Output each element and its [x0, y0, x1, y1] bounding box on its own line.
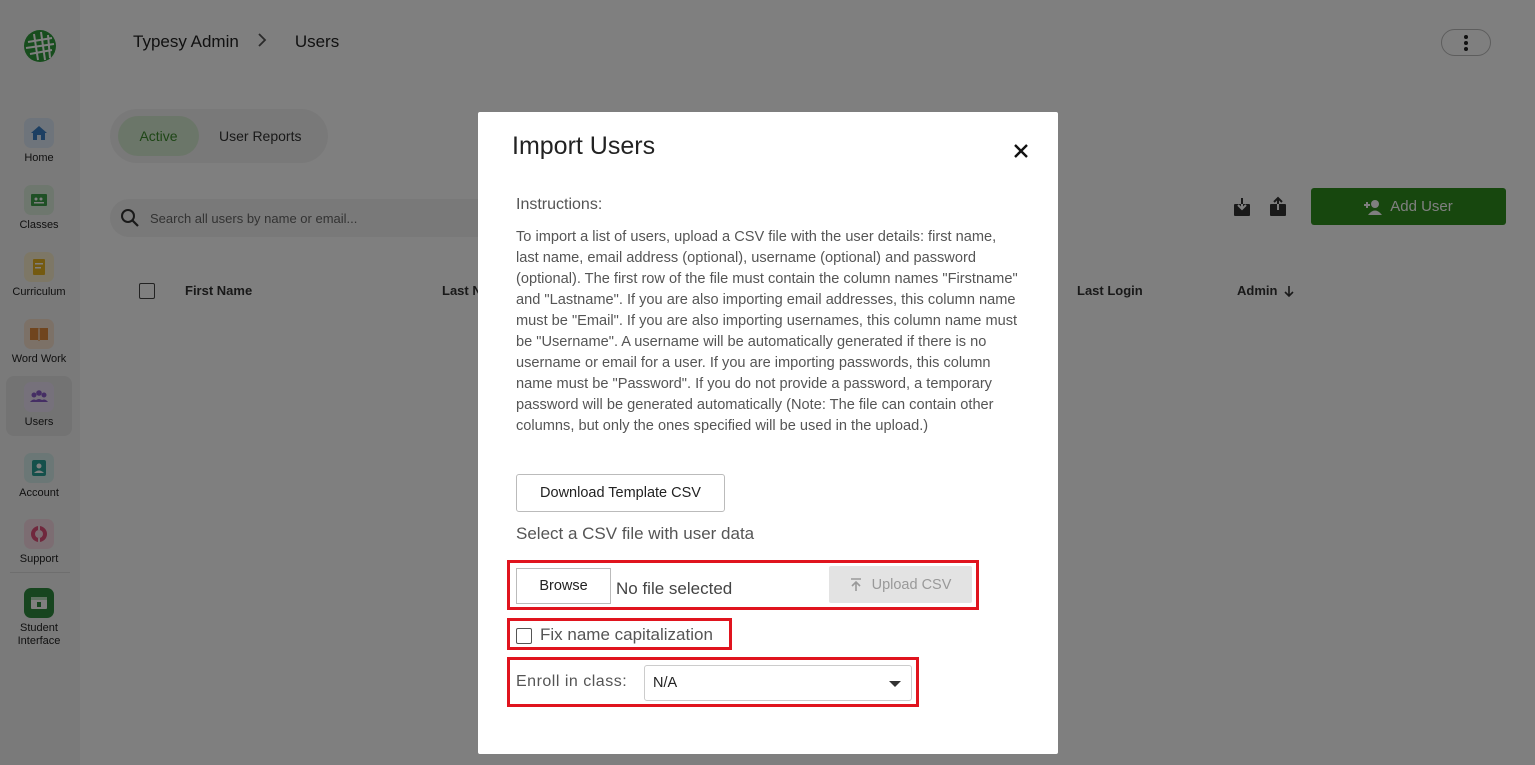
enroll-class-value: N/A [653, 675, 678, 691]
select-file-label: Select a CSV file with user data [516, 524, 755, 543]
browse-button[interactable]: Browse [516, 568, 611, 604]
instructions-text: To import a list of users, upload a CSV file with the user details: first name, last name, email address (optional), username (optional) and password (optional). The first row of the file must contain the column names "Firstname" and "Lastname". If you are also importing email addresses, this column name must be "Email". If you are also importing usernames, this column name must be "Username". A username will be automatically generated if there is no username or email for a user. If you are importing passwords, this column name must be "Password". If you do not provide a password, a temporary password will be generated automatically (Note: The file can contain other columns, but only the ones specified will be used in the upload.) [516, 229, 1018, 434]
fix-capitalization-checkbox[interactable] [516, 628, 532, 644]
import-users-modal [478, 112, 1058, 754]
close-icon[interactable] [1010, 140, 1032, 162]
instructions-heading: Instructions: [516, 196, 603, 213]
upload-csv-label: Upload CSV [871, 576, 952, 593]
upload-csv-button[interactable] [829, 566, 972, 603]
file-status-text: No file selected [616, 579, 733, 598]
download-template-button[interactable]: Download Template CSV [516, 474, 725, 512]
enroll-class-label: Enroll in class: [516, 673, 628, 690]
modal-title: Import Users [512, 132, 656, 160]
upload-icon [850, 578, 862, 592]
caret-down-icon [889, 681, 901, 687]
fix-capitalization-label[interactable]: Fix name capitalization [540, 625, 713, 644]
enroll-class-select[interactable] [644, 665, 912, 701]
